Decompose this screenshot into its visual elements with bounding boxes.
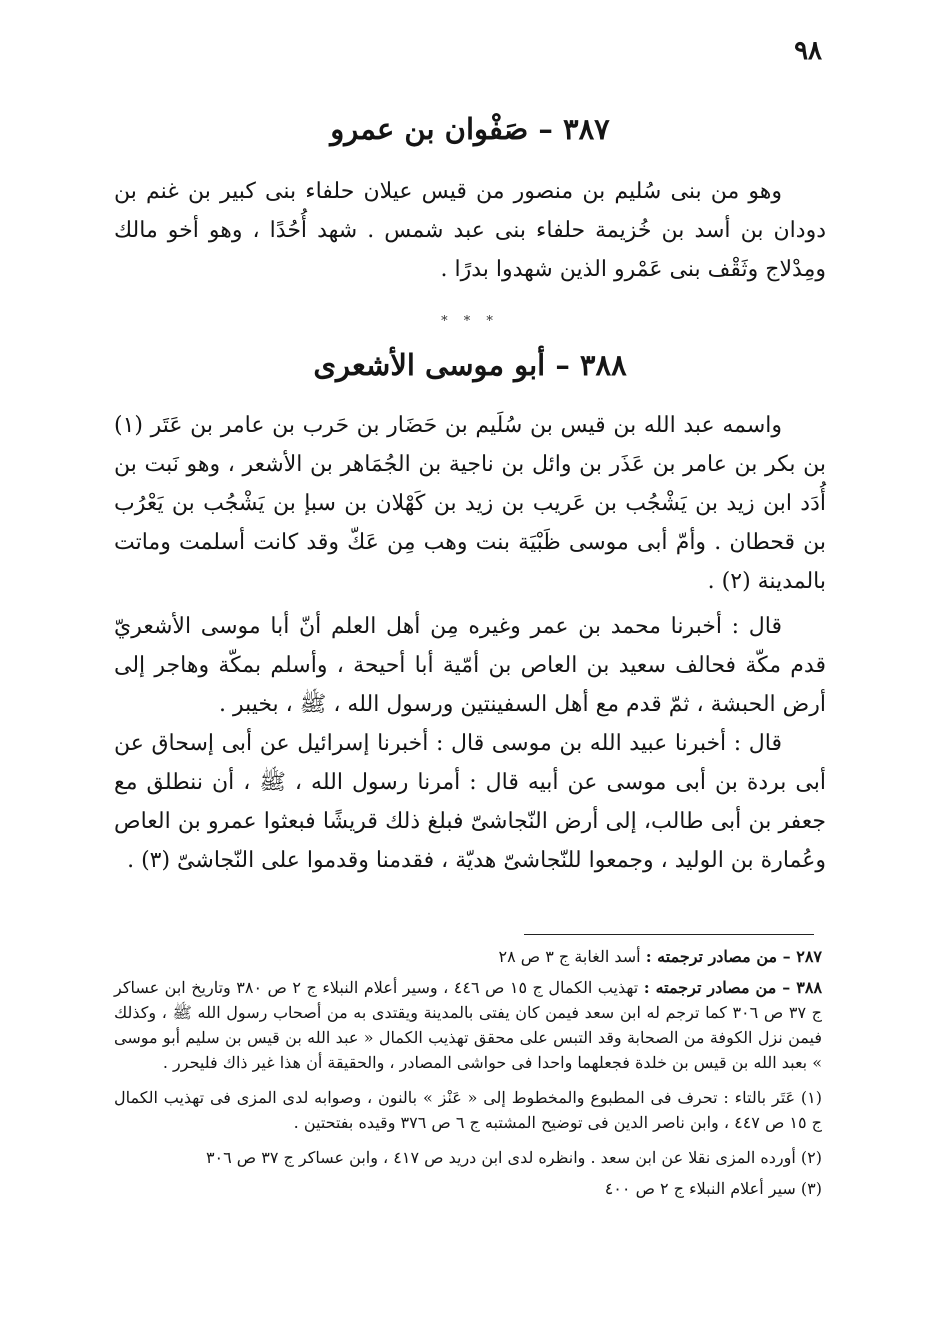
footnote-3: (٣) سير أعلام النبلاء ج ٢ ص ٤٠٠ xyxy=(604,1179,822,1198)
footnotes xyxy=(114,944,822,1211)
entry-388-body xyxy=(114,406,826,880)
source-note-387-label: ٢٨٧ – من مصادر ترجمته : xyxy=(645,947,822,966)
entry-388-paragraph-3: قال : أخبرنا عبيد الله بن موسى قال : أخبرنا إسرائيل عن أبى إسحاق عن أبى بردة بن أبى موسى عن أبيه قال : أمرنا رسول الله ، ﷺ ، أن ننطلق مع جعفر بن أبى طالب، إلى أرض النّجاشىّ فبلغ ذلك قريشًا فبعثوا عمرو بن العاص وعُمارة بن الوليد ، وجمعوا للنّجاشىّ هديّة ، فقدمنا وقدموا على النّجاشىّ (٣) . xyxy=(114,731,826,873)
entry-388-paragraph-2: قال : أخبرنا محمد بن عمر وغيره مِن أهل العلم أنّ أبا موسى الأشعريّ قدم مكّة فحالف سعيد بن العاص بن أمّية أبا أحيحة ، وأسلم بمكّة وهاجر إلى أرض الحبشة ، ثمّ قدم مع أهل السفينتين ورسول الله ، ﷺ ، بخيبر . xyxy=(114,614,826,717)
source-note-388-text: تهذيب الكمال ج ١٥ ص ٤٤٦ ، وسير أعلام النبلاء ج ٢ ص ٣٨٠ وتاريخ ابن عساكر ج ٣٧ ص ٣٠٦ كما ترجم له ابن سعد فيمن كان يفتى بالمدينة ويقتدى به من أصحاب رسول الله ﷺ ، وكذلك فيمن نزل الكوفة من الصحابة وقد التبس على محقق تهذيب الكمال « عبد الله بن قيس بن سليم أبو موسى » بعبد الله بن قيس بن خلدة فجعلهما واحدا فى حواشى المصادر ، والحقيقة أن هذا غير ذاك فليحرر . xyxy=(114,978,822,1072)
entry-387-body xyxy=(114,172,826,289)
footnote-1: (١) عَتَر بالتاء : تحرف فى المطبوع والمخطوط إلى « عَنْز » بالنون ، وصوابه لدى المزى فى تهذيب الكمال ج ١٥ ص ٤٤٧ ، وابن ناصر الدين فى توضيح المشتبه ج ٦ ص ٣٧٦ وقيده بفتحتين . xyxy=(114,1088,822,1132)
page-number: ٩٨ xyxy=(794,36,822,66)
source-note-387-text: أسد الغابة ج ٣ ص ٢٨ xyxy=(498,947,641,966)
entry-388-paragraph-1: واسمه عبد الله بن قيس بن سُلَيم بن حَضَار بن حَرب بن عامر بن عَتَر (١) بن بكر بن عامر بن عَذَر بن وائل بن ناجية بن الجُمَاهر بن الأشعر ، وهو نَبت بن أُدَد ابن زيد بن يَشْجُب بن عَريب بن زيد بن كَهْلان بن سبإ بن يَشْجُب بن يَعْرُب بن قحطان . وأمّ أبى موسى ظَبْيَة بنت وهب مِن عَكّ وقد كانت أسلمت وماتت بالمدينة (٢) . xyxy=(114,413,826,594)
entry-387-title: ٣٨٧ – صَفْوان بن عمرو xyxy=(330,112,610,146)
source-note-388-label: ٣٨٨ – من مصادر ترجمته : xyxy=(643,978,823,997)
entry-387-paragraph: وهو من بنى سُليم بن منصور من قيس عيلان حلفاء بنى كبير بن غنم بن دودان بن أسد بن خُزيمة حلفاء بنى عبد شمس . شهد أُحُدًا ، وهو أخو مالك ومِدْلاج وثَقْف بنى عَمْرو الذين شهدوا بدرًا . xyxy=(114,179,826,282)
source-note-388 xyxy=(114,975,822,1075)
footnote-2: (٢) أورده المزى نقلا عن ابن سعد . وانظره لدى ابن دريد ص ٤١٧ ، وابن عساكر ج ٣٧ ص ٣٠٦ xyxy=(205,1148,822,1167)
entry-388-title: ٣٨٨ – أبو موسى الأشعرى xyxy=(313,348,627,382)
source-note-387 xyxy=(114,944,822,969)
section-separator: * * * xyxy=(441,314,499,329)
footnote-divider xyxy=(524,934,814,935)
